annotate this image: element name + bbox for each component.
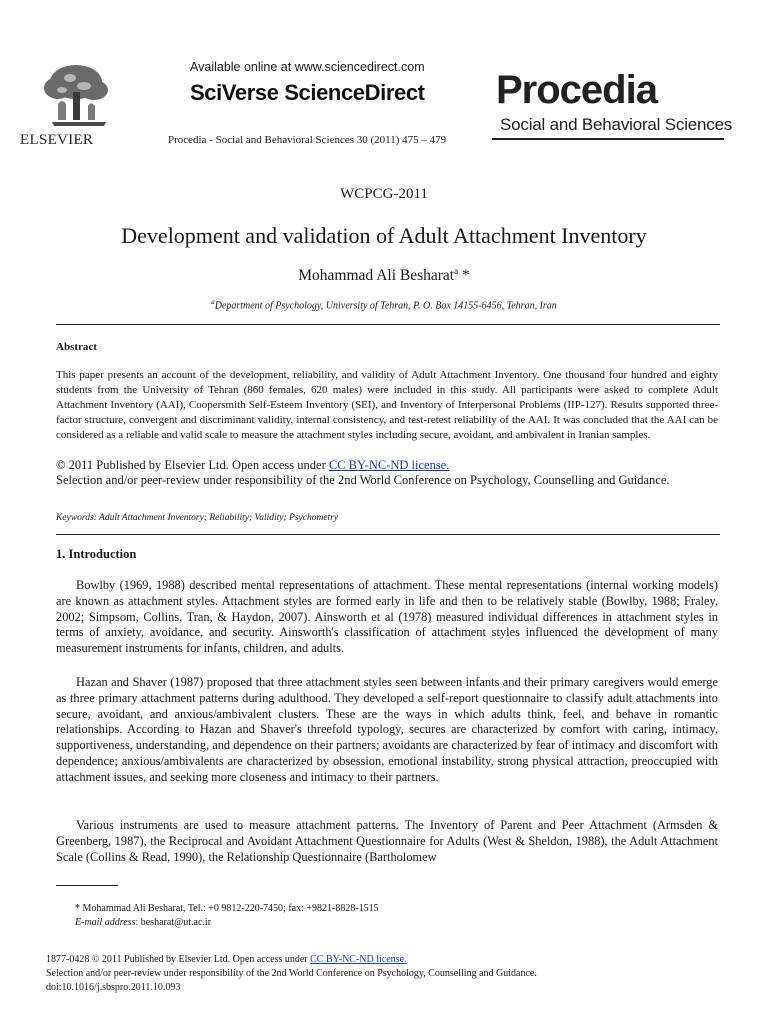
- available-online-text: Available online at www.sciencedirect.com: [190, 60, 425, 74]
- abstract-divider: [56, 534, 720, 535]
- paragraph: Hazan and Shaver (1987) proposed that three attachment styles seen between infants and their primary caregivers would emerge as three primary attachment patterns during adulthood. They developed a self-report questionnaire to classify adult attachments into secure, avoidant, and anxious/ambivalent clusters. These are the ways in which adults think, feel, and behave in romantic relationships. According to Hazan and Shaver's threefold typology, secures are characterized by comfort with caring, intimacy, supportiveness, understanding, and dependence on their partners; avoidants are characterized by fear of intimacy and discomfort with dependence; anxious/ambivalents are characterized by obsession, emotional instability, strong physical attraction, preoccupied with attachment issues, and seeking more closeness and intimacy to their partners.: [56, 675, 718, 784]
- keywords: Keywords: Adult Attachment Inventory; Reliability; Validity; Psychometry: [56, 513, 339, 523]
- introduction-heading: 1. Introduction: [56, 547, 137, 561]
- copyright-text: © 2011 Published by Elsevier Ltd. Open access under: [56, 458, 329, 472]
- top-divider: [56, 324, 720, 325]
- article-title: Development and validation of Adult Attachment Inventory: [121, 223, 647, 248]
- journal-citation: Procedia - Social and Behavioral Sciences 30 (2011) 475 – 479: [168, 134, 447, 146]
- footnote-divider: [56, 885, 118, 886]
- author-affiliation-mark: a: [454, 266, 459, 276]
- peer-review-note: Selection and/or peer-review under responsibility of the 2nd World Conference on Psychology, Counselling and Guidance.: [56, 473, 670, 487]
- copyright-line: [56, 458, 720, 473]
- footnote-contact: * Mohammad Ali Besharat, Tel.: +0 9812-220-7450; fax: +9821-8828-1515: [75, 903, 379, 914]
- abstract-body: This paper presents an account of the development, reliability, and validity of Adult Attachment Inventory. One thousand four hundred and eighty students from the University of Tehran (860 females, 620 males) were included in this study. All participants were asked to complete Adult Attachment Inventory (AAI), Coopersmith Self-Esteem Inventory (SEI), and Inventory of Interpersonal Problems (IIP-127). Results supported three-factor structure, convergent and discriminant validity, internal consistency, and test-retest reliability of the AAI. It was concluded that the AAI can be considered as a reliable and valid scale to measure the attachment styles including secure, avoidant, and ambivalent in Iranian samples.: [56, 369, 718, 441]
- footer-issn-text: 1877-0428 © 2011 Published by Elsevier Ltd. Open access under: [46, 954, 311, 965]
- elsevier-wordmark: ELSEVIER: [20, 132, 94, 148]
- footer-issn: [46, 954, 407, 965]
- affiliation-text: Department of Psychology, University of Tehran, P. O. Box 14155-6456, Tehran, Iran: [214, 300, 557, 312]
- elsevier-logo: [18, 58, 128, 150]
- procedia-underline: [492, 138, 724, 140]
- paragraph: Bowlby (1969, 1988) described mental representations of attachment. These mental representations (internal working models) are known as attachment styles. Attachment styles are formed early in life and then to be relatively stable (Bowlby, 1988; Fraley, 2002; Simpsom, Collins, Tran, & Haydon, 2007). Ainsworth et al (1978) measured individual differences in attachment styles in terms of anxiety, avoidance, and security. Ainsworth's classification of attachment styles influenced the development of many measurement instruments for infants, children, and adults.: [56, 578, 718, 656]
- footer-peer-review: Selection and/or peer-review under responsibility of the 2nd World Conference on Psychology, Counselling and Guidance.: [46, 968, 537, 979]
- author-line: [0, 266, 768, 285]
- procedia-logo: Procedia: [496, 68, 657, 112]
- affiliation-mark: a: [211, 298, 215, 306]
- procedia-subtitle: Social and Behavioral Sciences: [500, 115, 733, 134]
- footer-doi: doi:10.1016/j.sbspro.2011.10.093: [46, 982, 181, 993]
- footnote-email: [75, 917, 211, 928]
- author-name: Mohammad Ali Besharat: [298, 267, 455, 285]
- abstract-heading: Abstract: [56, 341, 97, 353]
- email-label: E-mail address: [75, 917, 136, 928]
- paragraph: Various instruments are used to measure attachment patterns. The Inventory of Parent and Peer Attachment (Armsden & Greenberg, 1987), the Reciprocal and Avoidant Attachment Questionnaire for Adults (West & Sheldon, 1988), the Adult Attachment Scale (Collins & Read, 1990), the Relationship Questionnaire (Bartholomew: [56, 818, 718, 864]
- sciverse-sciencedirect-logo: SciVerse ScienceDirect: [190, 80, 425, 105]
- affiliation: [0, 298, 768, 311]
- email-address: : besharat@ut.ac.ir: [135, 917, 212, 928]
- license-link[interactable]: CC BY-NC-ND license.: [328, 458, 450, 472]
- footer-license-link[interactable]: CC BY-NC-ND license.: [310, 954, 407, 965]
- corresponding-mark: *: [458, 267, 470, 285]
- conference-name: WCPCG-2011: [340, 186, 428, 202]
